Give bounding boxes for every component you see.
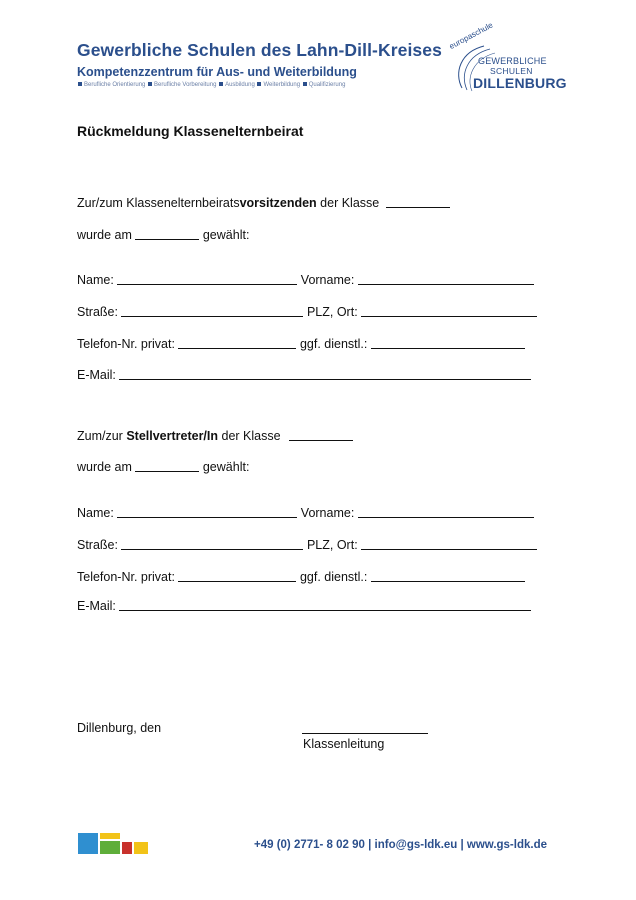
deputy-intro-text: Zum/zur xyxy=(77,429,127,443)
deputy-name-row xyxy=(77,505,534,520)
chair-date-field[interactable] xyxy=(135,227,199,240)
block-green xyxy=(100,841,120,854)
deputy-phone-row xyxy=(77,569,525,584)
deputy-email-field[interactable] xyxy=(119,598,531,611)
school-subtitle: Kompetenzzentrum für Aus- und Weiterbildung xyxy=(77,65,357,79)
tagline-item: Qualifizierung xyxy=(308,82,346,88)
signature-line[interactable] xyxy=(302,733,428,734)
dienstl-label: ggf. dienstl.: xyxy=(299,337,368,351)
deputy-name-field[interactable] xyxy=(117,505,297,518)
signature-label: Klassenleitung xyxy=(303,737,385,751)
deputy-intro-suffix: der Klasse xyxy=(218,429,281,443)
chair-name-row xyxy=(77,272,534,287)
chair-intro-text: Zur/zum Klassenelternbeirats xyxy=(77,196,240,210)
chair-intro xyxy=(77,195,450,210)
logo-europaschule: europaschule xyxy=(447,20,495,51)
vorname-label: Vorname: xyxy=(300,273,355,287)
deputy-date-field[interactable] xyxy=(135,459,199,472)
chair-plz-field[interactable] xyxy=(361,304,537,317)
chair-phone-row xyxy=(77,336,525,351)
tagline-item: Weiterbildung xyxy=(263,82,301,88)
block-yellow xyxy=(134,842,148,854)
place-date: Dillenburg, den xyxy=(77,721,162,735)
deputy-street-row xyxy=(77,537,537,552)
chair-street-field[interactable] xyxy=(121,304,303,317)
deputy-elected-label: wurde am xyxy=(77,460,132,474)
chair-email-row xyxy=(77,367,531,382)
dienstl-label: ggf. dienstl.: xyxy=(299,570,368,584)
logo-line3: DILLENBURG xyxy=(473,75,567,91)
chair-elected-label: wurde am xyxy=(77,228,132,242)
tagline-item: Ausbildung xyxy=(225,82,255,88)
chair-name-field[interactable] xyxy=(117,272,297,285)
deputy-elected-suffix: gewählt: xyxy=(202,460,250,474)
chair-phone-field[interactable] xyxy=(178,336,296,349)
school-title: Gewerbliche Schulen des Lahn-Dill-Kreises xyxy=(77,40,442,60)
deputy-street-field[interactable] xyxy=(121,537,303,550)
school-logo xyxy=(440,20,570,96)
tagline-item: Berufliche Vorbereitung xyxy=(154,82,217,88)
name-label: Name: xyxy=(77,273,114,287)
deputy-email-row xyxy=(77,598,531,613)
deputy-phone-field[interactable] xyxy=(178,569,296,582)
deputy-vorname-field[interactable] xyxy=(358,505,534,518)
chair-street-row xyxy=(77,304,537,319)
deputy-dienstl-field[interactable] xyxy=(371,569,525,582)
deputy-class-field[interactable] xyxy=(289,428,353,441)
logo-line2: SCHULEN xyxy=(490,66,533,76)
deputy-plz-field[interactable] xyxy=(361,537,537,550)
deputy-intro xyxy=(77,428,353,443)
email-label: E-Mail: xyxy=(77,599,116,613)
name-label: Name: xyxy=(77,506,114,520)
telefon-label: Telefon-Nr. privat: xyxy=(77,337,175,351)
deputy-elected xyxy=(77,459,249,474)
chair-elected-suffix: gewählt: xyxy=(202,228,250,242)
block-red xyxy=(122,842,132,854)
chair-email-field[interactable] xyxy=(119,367,531,380)
chair-intro-suffix: der Klasse xyxy=(316,196,380,210)
logo-line1: GEWERBLICHE xyxy=(478,56,547,66)
form-title: Rückmeldung Klassenelternbeirat xyxy=(77,123,304,139)
block-blue xyxy=(78,833,98,854)
telefon-label: Telefon-Nr. privat: xyxy=(77,570,175,584)
tagline-item: Berufliche Orientierung xyxy=(84,82,146,88)
strasse-label: Straße: xyxy=(77,538,118,552)
vorname-label: Vorname: xyxy=(300,506,355,520)
plz-label: PLZ, Ort: xyxy=(306,538,358,552)
deputy-intro-bold: Stellvertreter/In xyxy=(126,429,219,443)
footer-contact: +49 (0) 2771- 8 02 90 | info@gs-ldk.eu | www.gs-ldk.de xyxy=(254,839,547,851)
chair-intro-bold: vorsitzenden xyxy=(239,196,317,210)
tagline xyxy=(77,82,345,88)
plz-label: PLZ, Ort: xyxy=(306,305,358,319)
chair-vorname-field[interactable] xyxy=(358,272,534,285)
chair-elected xyxy=(77,227,249,242)
chair-class-field[interactable] xyxy=(386,195,450,208)
block-yellow-top xyxy=(100,833,120,839)
chair-dienstl-field[interactable] xyxy=(371,336,525,349)
email-label: E-Mail: xyxy=(77,368,116,382)
brand-blocks-icon xyxy=(78,833,150,855)
strasse-label: Straße: xyxy=(77,305,118,319)
